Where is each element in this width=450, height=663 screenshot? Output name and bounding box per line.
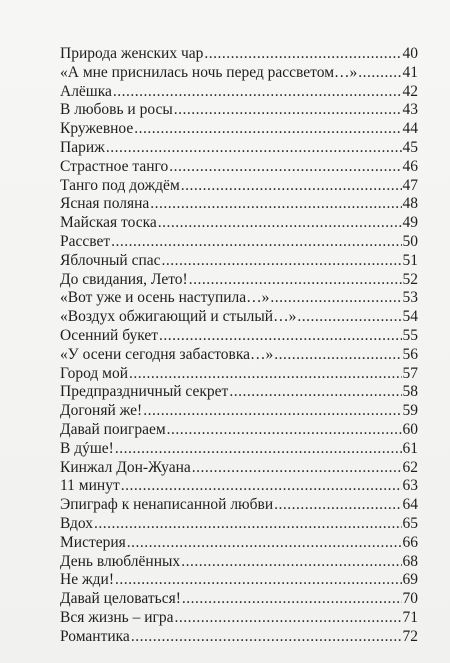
dot-leader — [127, 534, 402, 553]
dot-leader — [111, 233, 401, 252]
dot-leader — [192, 459, 402, 478]
toc-entry-page-number: 44 — [402, 120, 418, 138]
dot-leader — [229, 383, 401, 402]
toc-entry-title: Эпиграф к ненаписанной любви — [60, 496, 274, 514]
toc-entry-title: Предпраздничный секрет — [60, 383, 229, 401]
toc-entry-title: Страстное танго — [60, 157, 169, 175]
toc-entry-page-number: 58 — [402, 383, 418, 401]
toc-entry-page-number: 70 — [402, 590, 418, 608]
toc-entry-title: Париж — [60, 138, 105, 156]
toc-entry-page-number: 66 — [402, 533, 418, 551]
dot-leader — [274, 346, 401, 365]
dot-leader — [182, 590, 402, 609]
toc-entry-page-number: 47 — [402, 176, 418, 194]
dot-leader — [181, 553, 401, 572]
toc-entry-page-number: 61 — [402, 439, 418, 457]
dot-leader — [175, 609, 402, 628]
toc-entry — [60, 402, 418, 421]
toc-entry-title: В дýше! — [60, 439, 114, 457]
toc-entry-title: 11 минут — [60, 477, 120, 495]
dot-leader — [174, 101, 402, 120]
toc-entry-title: Алёшка — [60, 82, 112, 100]
dot-leader — [150, 195, 401, 214]
toc-entry — [60, 45, 418, 64]
toc-entry — [60, 64, 418, 83]
toc-entry — [60, 158, 418, 177]
dot-leader — [358, 64, 401, 83]
toc-entry-title: Вся жизнь – игра — [60, 608, 174, 626]
dot-leader — [159, 327, 401, 346]
toc-entry-page-number: 50 — [402, 232, 418, 250]
toc-entry — [60, 534, 418, 553]
toc-entry-page-number: 51 — [402, 251, 418, 269]
toc-entry-title: Вдох — [60, 514, 93, 532]
toc-entry-title: Рассвет — [60, 232, 111, 250]
toc-entry-page-number: 49 — [402, 214, 418, 232]
toc-entry — [60, 477, 418, 496]
toc-entry-page-number: 57 — [402, 364, 418, 382]
toc-entry-title: В любовь и росы — [60, 101, 173, 119]
toc-entry-title: До свидания, Лето! — [60, 270, 188, 288]
toc-entry — [60, 496, 418, 515]
toc-entry — [60, 120, 418, 139]
dot-leader — [297, 308, 401, 327]
toc-entry — [60, 308, 418, 327]
toc-entry-page-number: 68 — [402, 552, 418, 570]
toc-entry-title: День влюблённых — [60, 552, 181, 570]
toc-entry — [60, 440, 418, 459]
toc-entry-page-number: 71 — [402, 608, 418, 626]
dot-leader — [169, 158, 401, 177]
toc-entry-page-number: 45 — [402, 138, 418, 156]
toc-entry — [60, 327, 418, 346]
toc-entry-page-number: 63 — [402, 477, 418, 495]
toc-entry-page-number: 40 — [402, 45, 418, 62]
toc-entry-page-number: 55 — [402, 326, 418, 344]
toc-entry — [60, 233, 418, 252]
toc-entry — [60, 365, 418, 384]
dot-leader — [129, 365, 401, 384]
toc-entry — [60, 590, 418, 609]
toc-entry — [60, 83, 418, 102]
toc-entry-title: Догоняй же! — [60, 402, 143, 420]
toc-entry-page-number: 59 — [402, 402, 418, 420]
toc-entry-title: Не жди! — [60, 571, 115, 589]
toc-entry-page-number: 48 — [402, 195, 418, 213]
toc-entry-title: «Воздух обжигающий и стылый…» — [60, 308, 297, 326]
toc-entry-page-number: 53 — [402, 289, 418, 307]
toc-entry-page-number: 62 — [402, 458, 418, 476]
toc-entry — [60, 139, 418, 158]
dot-leader — [204, 45, 401, 64]
dot-leader — [134, 120, 401, 139]
toc-entry-page-number: 69 — [402, 571, 418, 589]
toc-entry-title: Кинжал Дон-Жуана — [60, 458, 191, 476]
dot-leader — [158, 214, 402, 233]
toc-entry — [60, 271, 418, 290]
toc-entry-page-number: 42 — [402, 82, 418, 100]
toc-entry-page-number: 41 — [402, 63, 418, 81]
table-of-contents — [60, 45, 418, 647]
toc-entry — [60, 571, 418, 590]
dot-leader — [189, 271, 402, 290]
dot-leader — [121, 477, 402, 496]
toc-entry — [60, 177, 418, 196]
toc-entry-title: Яблочный спас — [60, 251, 161, 269]
dot-leader — [270, 289, 401, 308]
toc-entry — [60, 515, 418, 534]
toc-entry-title: Мистерия — [60, 533, 126, 551]
toc-entry-page-number: 60 — [402, 420, 418, 438]
toc-entry-page-number: 64 — [402, 496, 418, 514]
toc-entry-page-number: 52 — [402, 270, 418, 288]
toc-entry-title: Романтика — [60, 627, 130, 645]
dot-leader — [274, 496, 401, 515]
toc-entry — [60, 214, 418, 233]
dot-leader — [131, 628, 402, 647]
toc-entry — [60, 289, 418, 308]
toc-entry — [60, 101, 418, 120]
dot-leader — [115, 571, 401, 590]
dot-leader — [94, 515, 402, 534]
toc-entry-title: «Вот уже и осень наступила…» — [60, 289, 270, 307]
toc-entry — [60, 459, 418, 478]
dot-leader — [167, 421, 402, 440]
toc-entry-page-number: 65 — [402, 514, 418, 532]
toc-entry-title: Майская тоска — [60, 214, 157, 232]
toc-entry-page-number: 54 — [402, 308, 418, 326]
toc-entry — [60, 553, 418, 572]
dot-leader — [181, 177, 402, 196]
toc-entry-title: «У осени сегодня забастовка…» — [60, 345, 274, 363]
toc-entry-page-number: 43 — [402, 101, 418, 119]
toc-entry-title: «А мне приснилась ночь перед рассветом…» — [60, 63, 358, 81]
toc-entry-title: Город мой — [60, 364, 129, 382]
toc-entry — [60, 383, 418, 402]
toc-entry — [60, 609, 418, 628]
toc-entry-title: Осенний букет — [60, 326, 159, 344]
toc-entry — [60, 421, 418, 440]
toc-entry-page-number: 72 — [402, 627, 418, 645]
dot-leader — [113, 83, 402, 102]
toc-entry-page-number: 56 — [402, 345, 418, 363]
toc-entry-title: Ясная поляна — [60, 195, 150, 213]
dot-leader — [115, 440, 402, 459]
toc-entry-title: Давай поиграем — [60, 420, 166, 438]
toc-entry-page-number: 46 — [402, 157, 418, 175]
dot-leader — [162, 252, 402, 271]
toc-entry-title: Танго под дождём — [60, 176, 180, 194]
dot-leader — [106, 139, 402, 158]
toc-entry — [60, 252, 418, 271]
toc-entry — [60, 628, 418, 647]
toc-entry — [60, 195, 418, 214]
toc-entry-title: Давай целоваться! — [60, 590, 181, 608]
toc-entry-title: Кружевное — [60, 120, 134, 138]
dot-leader — [143, 402, 401, 421]
toc-entry — [60, 346, 418, 365]
toc-entry-title: Природа женских чар — [60, 45, 204, 62]
